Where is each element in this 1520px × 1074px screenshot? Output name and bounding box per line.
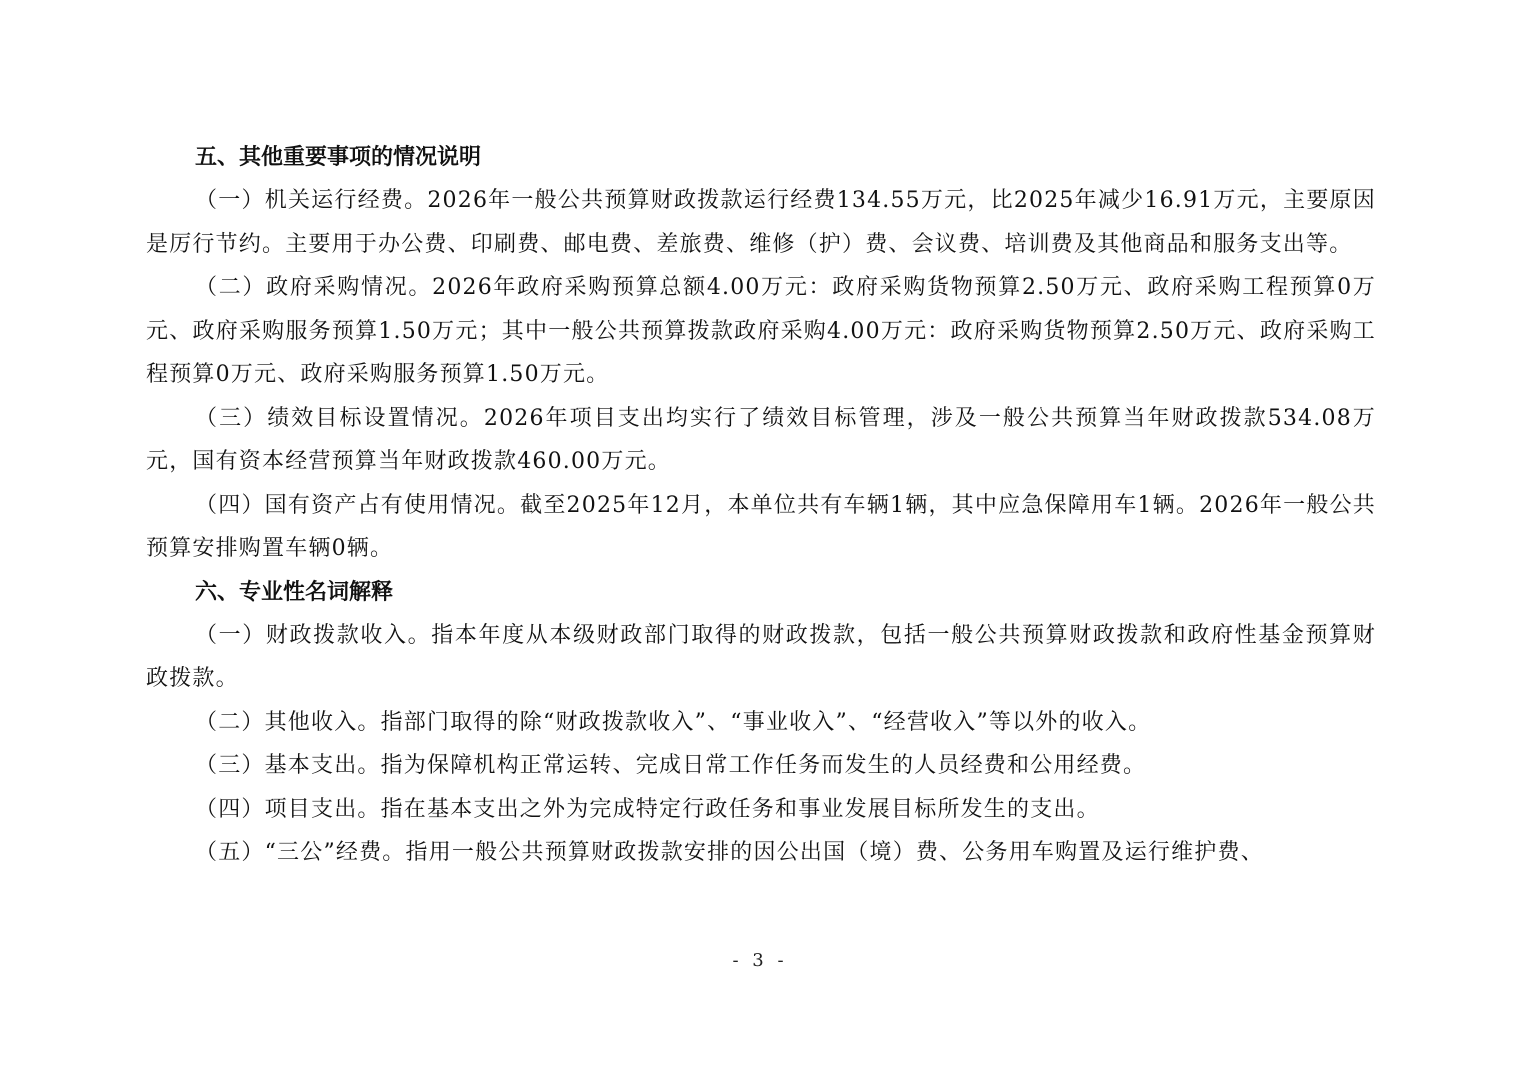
paragraph-project-expenditure: （四）项目支出。指在基本支出之外为完成特定行政任务和事业发展目标所发生的支出。 xyxy=(195,796,1100,822)
page-number: - 3 - xyxy=(732,950,788,971)
paragraph-operating-expenses: （一）机关运行经费。2026年一般公共预算财政拨款运行经费134.55万元，比2025年减少16.91万元，主要原因是厉行节约。主要用于办公费、印刷费、邮电费、差旅费、维修（护）费、会议费、培训费及其他商品和服务支出等。 xyxy=(146,188,1376,257)
paragraph-fiscal-appropriation-income: （一）财政拨款收入。指本年度从本级财政部门取得的财政拨款，包括一般公共预算财政拨款和政府性基金预算财政拨款。 xyxy=(146,622,1376,691)
paragraph-basic-expenditure: （三）基本支出。指为保障机构正常运转、完成日常工作任务而发生的人员经费和公用经费。 xyxy=(195,753,1147,778)
paragraph-three-public-expenses: （五）“三公”经费。指用一般公共预算财政拨款安排的因公出国（境）费、公务用车购置及运行维护费、 xyxy=(195,840,1264,865)
document-body xyxy=(146,136,1376,875)
paragraph-government-procurement: （二）政府采购情况。2026年政府采购预算总额4.00万元：政府采购货物预算2.50万元、政府采购工程预算0万元、政府采购服务预算1.50万元；其中一般公共预算拨款政府采购4.00万元：政府采购货物预算2.50万元、政府采购工程预算0万元、政府采购服务预算1.50万元。 xyxy=(146,275,1376,387)
paragraph-other-income: （二）其他收入。指部门取得的除“财政拨款收入”、“事业收入”、“经营收入”等以外的收入。 xyxy=(195,709,1152,735)
section-heading-glossary: 六、专业性名词解释 xyxy=(195,579,394,605)
paragraph-performance-targets: （三）绩效目标设置情况。2026年项目支出均实行了绩效目标管理，涉及一般公共预算当年财政拨款534.08万元，国有资本经营预算当年财政拨款460.00万元。 xyxy=(146,405,1376,474)
section-heading-other-matters: 五、其他重要事项的情况说明 xyxy=(195,145,482,170)
paragraph-state-assets: （四）国有资产占有使用情况。截至2025年12月，本单位共有车辆1辆，其中应急保障用车1辆。2026年一般公共预算安排购置车辆0辆。 xyxy=(146,492,1376,561)
